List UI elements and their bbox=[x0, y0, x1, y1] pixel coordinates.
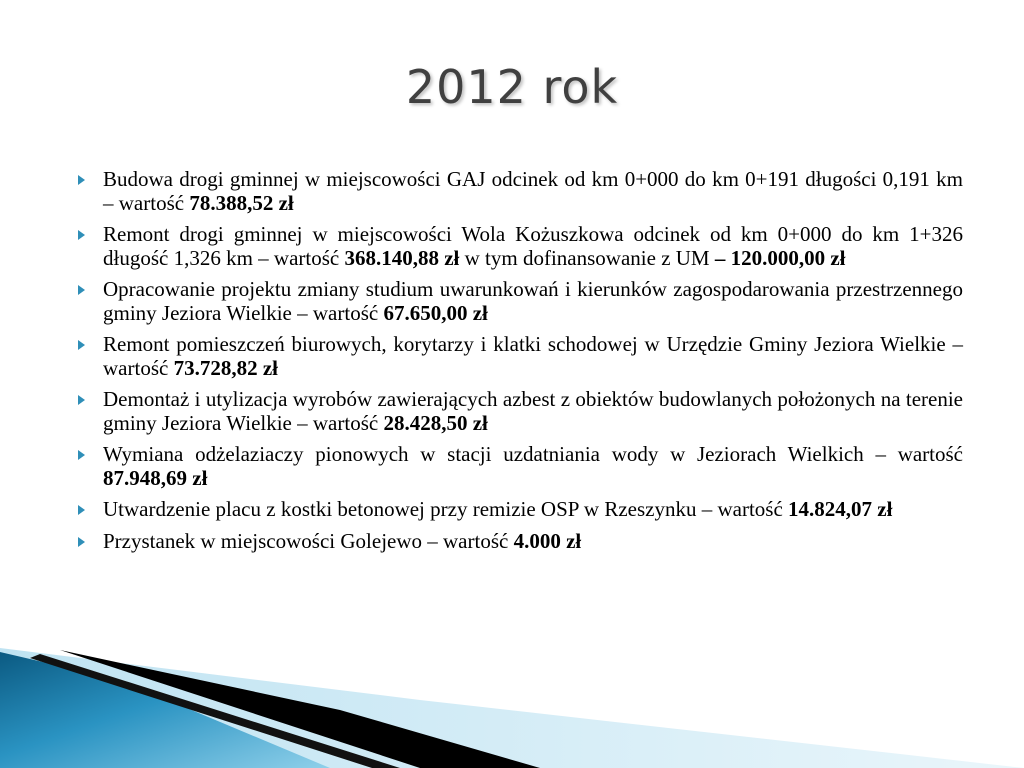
item-text: Opracowanie projektu zmiany studium uwarunkowań i kierunków zagospodarowania przestrzennego gminy Jeziora Wielkie – wartość bbox=[103, 277, 963, 325]
item-amount-secondary: – 120.000,00 zł bbox=[714, 245, 846, 270]
item-text: Utwardzenie placu z kostki betonowej przy remizie OSP w Rzeszynku – wartość bbox=[103, 497, 789, 521]
item-text: Budowa drogi gminnej w miejscowości GAJ odcinek od km 0+000 do km 0+191 długości 0,191 km – wartość bbox=[103, 167, 963, 215]
slide-title: 2012 rok bbox=[405, 60, 619, 114]
item-text: Przystanek w miejscowości Golejewo – wartość bbox=[103, 528, 514, 553]
item-amount: 87.948,69 zł bbox=[103, 465, 208, 490]
item-amount: 78.388,52 zł bbox=[189, 190, 294, 215]
item-text: Demontaż i utylizacja wyrobów zawierających azbest z obiektów budowlanych położonych na terenie gminy Jeziora Wielkie – wartość bbox=[103, 387, 963, 435]
item-tail: w tym dofinansowanie z UM bbox=[459, 245, 715, 270]
item-amount: 28.428,50 zł bbox=[383, 410, 488, 435]
item-amount: 14.824,07 zł bbox=[788, 497, 893, 521]
item-text: Remont pomieszczeń biurowych, korytarzy i klatki schodowej w Urzędzie Gminy Jeziora Wielkie – wartość bbox=[103, 332, 963, 380]
item-amount: 73.728,82 zł bbox=[173, 355, 278, 380]
item-text: Remont drogi gminnej w miejscowości Wola Kożuszkowa odcinek od km 0+000 do km 1+326 długość 1,326 km – wartość bbox=[103, 222, 963, 270]
item-amount: 67.650,00 zł bbox=[383, 300, 488, 325]
item-text: Wymiana odżelaziaczy pionowych w stacji uzdatniania wody w Jeziorach Wielkich – wartość bbox=[103, 442, 963, 466]
item-amount: 4.000 zł bbox=[513, 528, 582, 553]
item-amount: 368.140,88 zł bbox=[344, 245, 460, 270]
